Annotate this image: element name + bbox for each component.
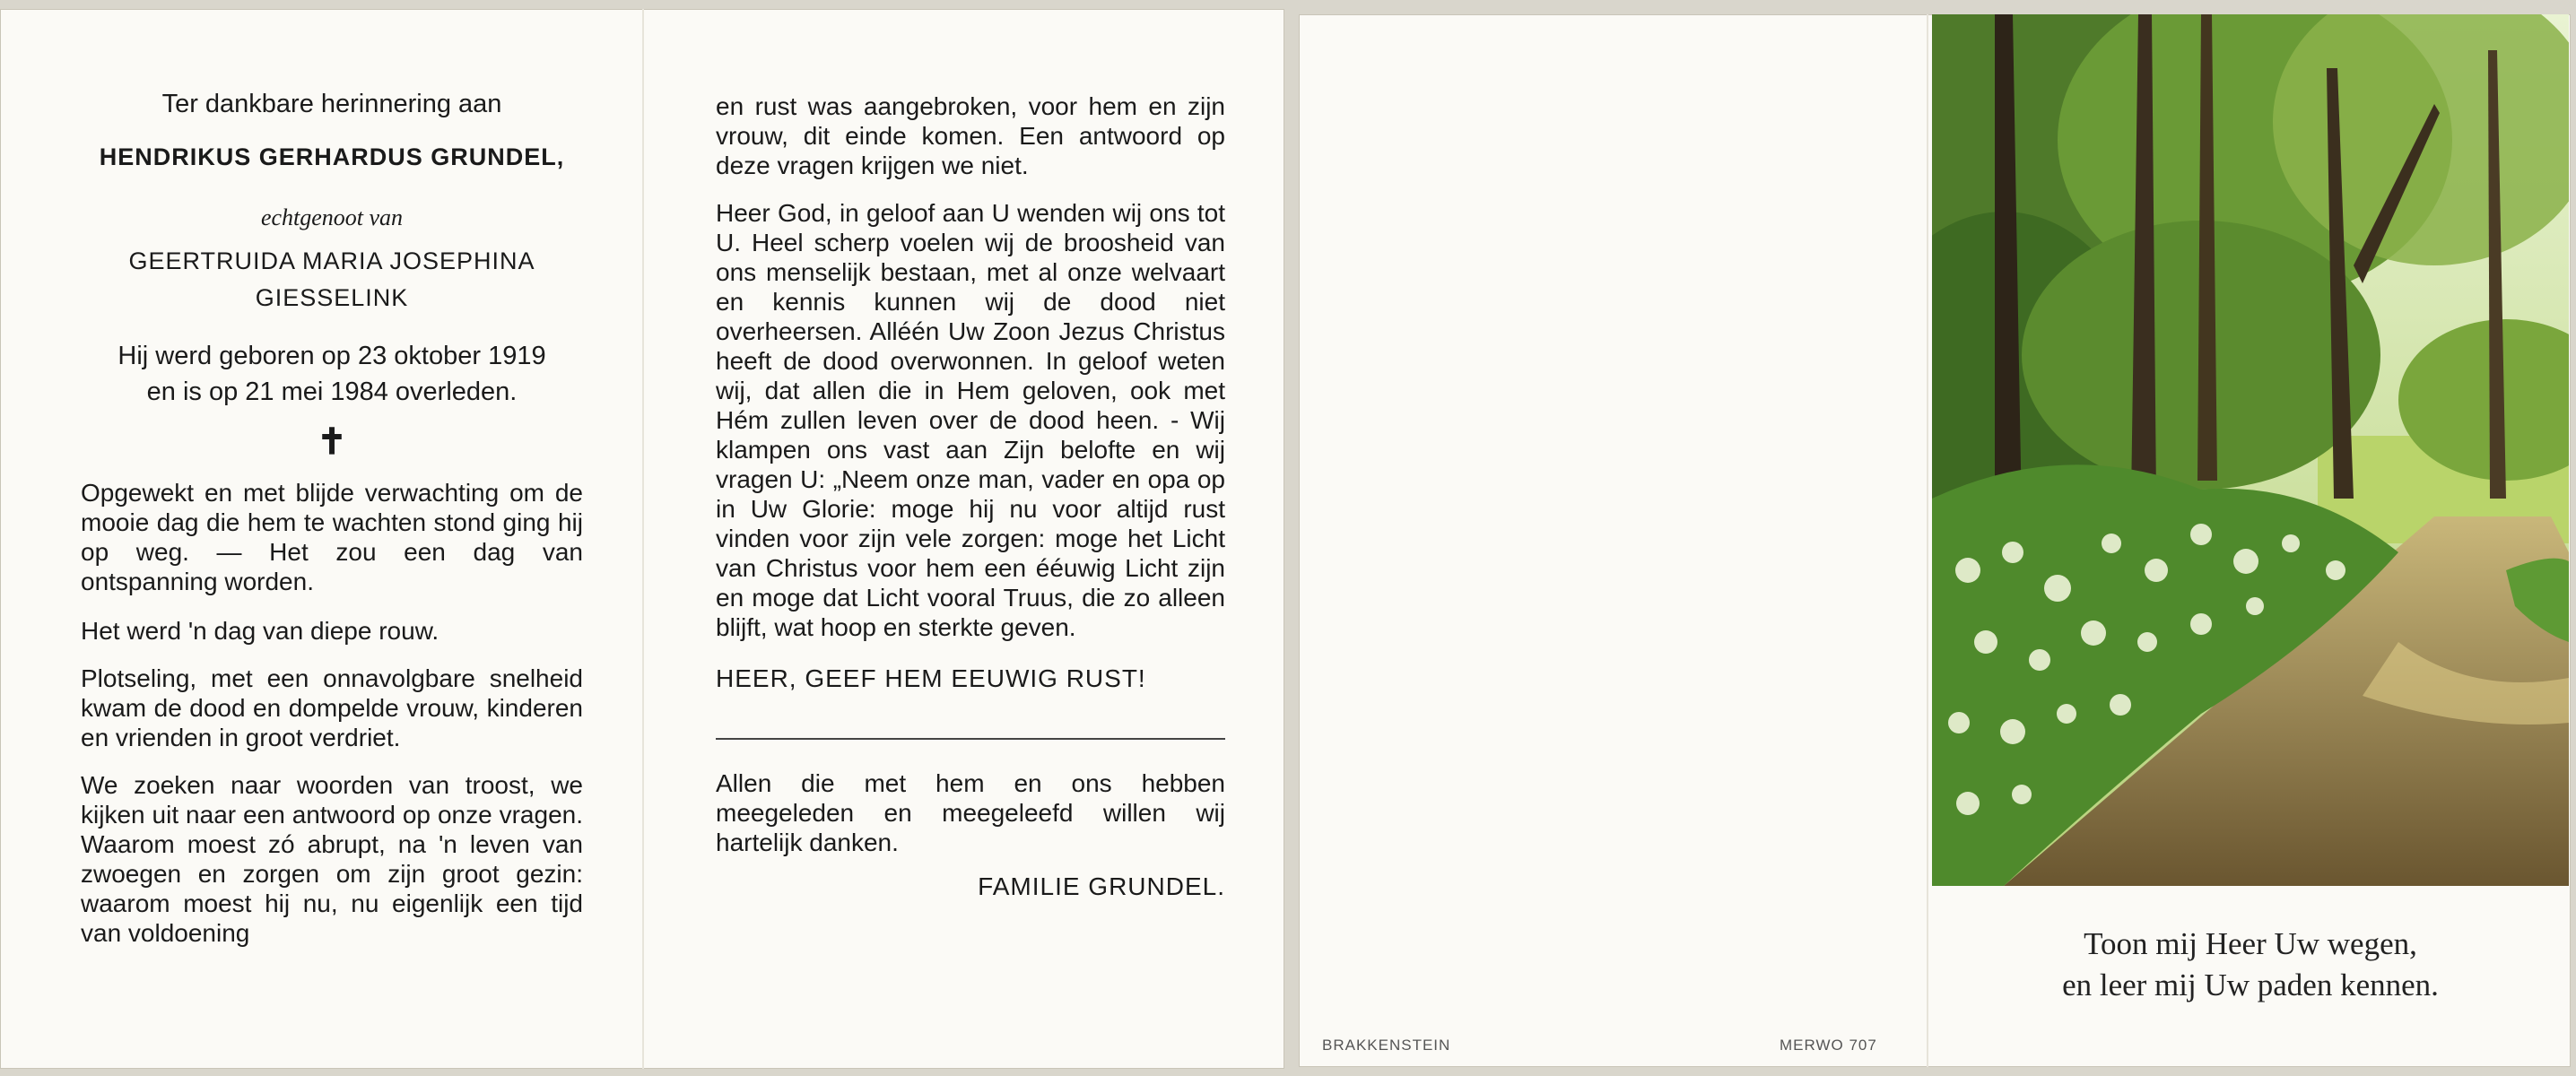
- fold-line: [642, 9, 644, 1069]
- fold-line: [1927, 14, 1928, 1067]
- thanks-paragraph: Allen die met hem en ons hebben meegeleden en meegeleefd willen wij hartelijk danken.: [716, 769, 1225, 856]
- cross-icon: ✝: [317, 422, 347, 462]
- inner-card: [0, 9, 1284, 1069]
- paragraph-5: en rust was aangebroken, voor hem en zijn vrouw, dit einde komen. Een antwoord op deze vragen krijgen we niet.: [716, 92, 1225, 179]
- right-column: [716, 91, 1225, 901]
- paragraph-3: Plotseling, met een onnavolgbare snelheid kwam de dood en dompelde vrouw, kinderen en vrienden in groot verdriet.: [81, 664, 583, 751]
- spouse-name-line-1: GEERTRUIDA MARIA JOSEPHINA: [128, 247, 535, 274]
- birth-line: Hij werd geboren op 23 oktober 1919: [117, 342, 546, 370]
- bible-verse: [1932, 924, 2569, 1006]
- catalog-number: MERWO 707: [1780, 1037, 1877, 1054]
- spouse-name-line-2: GIESSELINK: [255, 284, 409, 311]
- outer-card: [1299, 14, 2571, 1067]
- intro-line: Ter dankbare herinnering aan: [161, 90, 502, 118]
- left-column: [81, 90, 583, 948]
- forest-path-photo: [1932, 14, 2569, 886]
- verse-line-1: Toon mij Heer Uw wegen,: [2084, 926, 2417, 961]
- divider-line: [716, 738, 1225, 740]
- publisher-imprint: BRAKKENSTEIN: [1322, 1037, 1451, 1054]
- verse-line-2: en leer mij Uw paden kennen.: [2062, 968, 2439, 1002]
- paragraph-2: Het werd 'n dag van diepe rouw.: [81, 617, 439, 645]
- death-line: en is op 21 mei 1984 overleden.: [146, 377, 518, 406]
- family-signature: FAMILIE GRUNDEL.: [978, 872, 1225, 900]
- spouse-label: echtgenoot van: [260, 204, 404, 230]
- prayer-closing: HEER, GEEF HEM EEUWIG RUST!: [716, 664, 1146, 692]
- paragraph-4: We zoeken naar woorden van troost, we kijken uit naar een antwoord op onze vragen. Waarom moest zó abrupt, na 'n leven van zwoegen en zorgen om zijn groot gezin: waarom moest hij nu, nu eigenlijk een tijd van voldoening: [81, 771, 583, 947]
- deceased-name: HENDRIKUS GERHARDUS GRUNDEL,: [99, 143, 565, 170]
- prayer-paragraph: Heer God, in geloof aan U wenden wij ons tot U. Heel scherp voelen wij de broosheid van ons menselijk bestaan, met al onze welvaart en kennis kunnen wij de dood niet overheersen. Alléén Uw Zoon Jezus Christus heeft de dood overwonnen. In geloof weten wij, dat allen die in Hem geloven, ook met Hém zullen leven over de dood heen. - Wij klampen ons vast aan Zijn belofte en wij vragen U: „Neem onze man, vader en opa op in Uw Glorie: moge hij nu voor altijd rust vinden voor zijn vele zorgen: moge het Licht van Christus voor hem een ééuwig Licht zijn en moge dat Licht vooral Truus, die zo alleen blijft, wat hoop en sterkte geven.: [716, 199, 1225, 641]
- paragraph-1: Opgewekt en met blijde verwachting om de mooie dag die hem te wachten stond ging hij op weg. — Het zou een dag van ontspanning worden.: [81, 479, 583, 595]
